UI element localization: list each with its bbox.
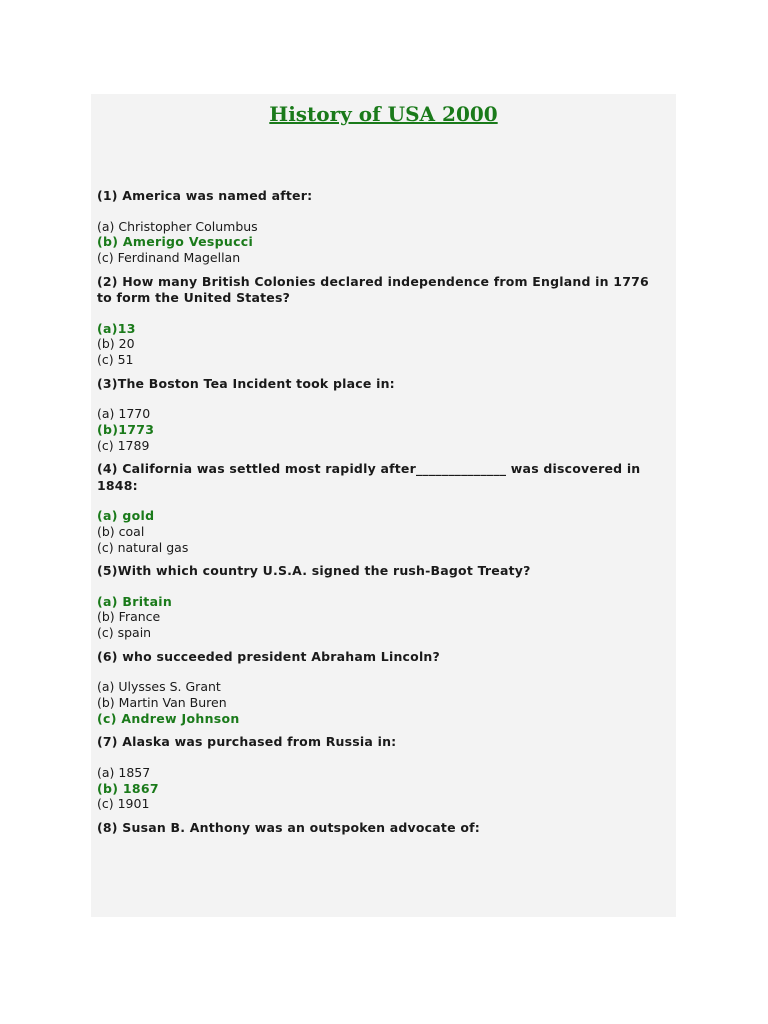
question-4	[97, 461, 667, 555]
question-text: (7) Alaska was purchased from Russia in:	[97, 734, 397, 750]
question-5	[97, 563, 667, 641]
question-1	[97, 188, 667, 266]
answer-options	[97, 219, 667, 266]
document-panel	[91, 94, 676, 917]
answer-option: (a) Christopher Columbus	[97, 218, 258, 234]
answer-option: (c) 51	[97, 351, 134, 367]
question-6	[97, 649, 667, 727]
question-2	[97, 274, 667, 368]
answer-option: (c) spain	[97, 625, 152, 641]
answer-option: (c) 1789	[97, 437, 150, 453]
answer-option: (b) 20	[97, 336, 135, 352]
answer-option: (a) Ulysses S. Grant	[97, 679, 221, 695]
quiz-content	[97, 188, 667, 850]
question-text: (3)The Boston Tea Incident took place in:	[97, 375, 395, 391]
answer-option: (b) coal	[97, 523, 145, 539]
answer-option: (a) 1857	[97, 764, 151, 780]
correct-answer-option: (b)1773	[97, 421, 155, 437]
answer-option: (c) 1901	[97, 796, 150, 812]
answer-options	[97, 679, 667, 726]
answer-option: (a) 1770	[97, 406, 151, 422]
question-8	[97, 820, 667, 837]
question-text: (6) who succeeded president Abraham Lincoln?	[97, 648, 440, 664]
answer-option: (b) Martin Van Buren	[97, 695, 227, 710]
correct-answer-option: (b) Amerigo Vespucci	[97, 234, 254, 250]
answer-options	[97, 406, 667, 453]
answer-options	[97, 321, 667, 368]
correct-answer-option: (b) 1867	[97, 780, 159, 796]
correct-answer-option: (a)13	[97, 320, 136, 336]
answer-option: (c) Ferdinand Magellan	[97, 249, 241, 265]
answer-options	[97, 594, 667, 641]
answer-options	[97, 508, 667, 555]
question-text: (8) Susan B. Anthony was an outspoken advocate of:	[97, 819, 480, 835]
answer-option: (b) France	[97, 609, 161, 625]
correct-answer-option: (c) Andrew Johnson	[97, 710, 240, 726]
document-title: History of USA 2000	[269, 102, 498, 126]
correct-answer-option: (a) gold	[97, 508, 155, 524]
question-text: (1) America was named after:	[97, 188, 313, 203]
question-text: (4) California was settled most rapidly after______________ was discovered in 1848:	[97, 461, 641, 493]
question-text: (2) How many British Colonies declared independence from England in 1776 to form the United States?	[97, 273, 649, 306]
question-text: (5)With which country U.S.A. signed the rush-Bagot Treaty?	[97, 563, 531, 579]
question-3	[97, 376, 667, 454]
correct-answer-option: (a) Britain	[97, 593, 173, 609]
answer-option: (c) natural gas	[97, 539, 189, 555]
question-7	[97, 734, 667, 812]
answer-options	[97, 765, 667, 812]
